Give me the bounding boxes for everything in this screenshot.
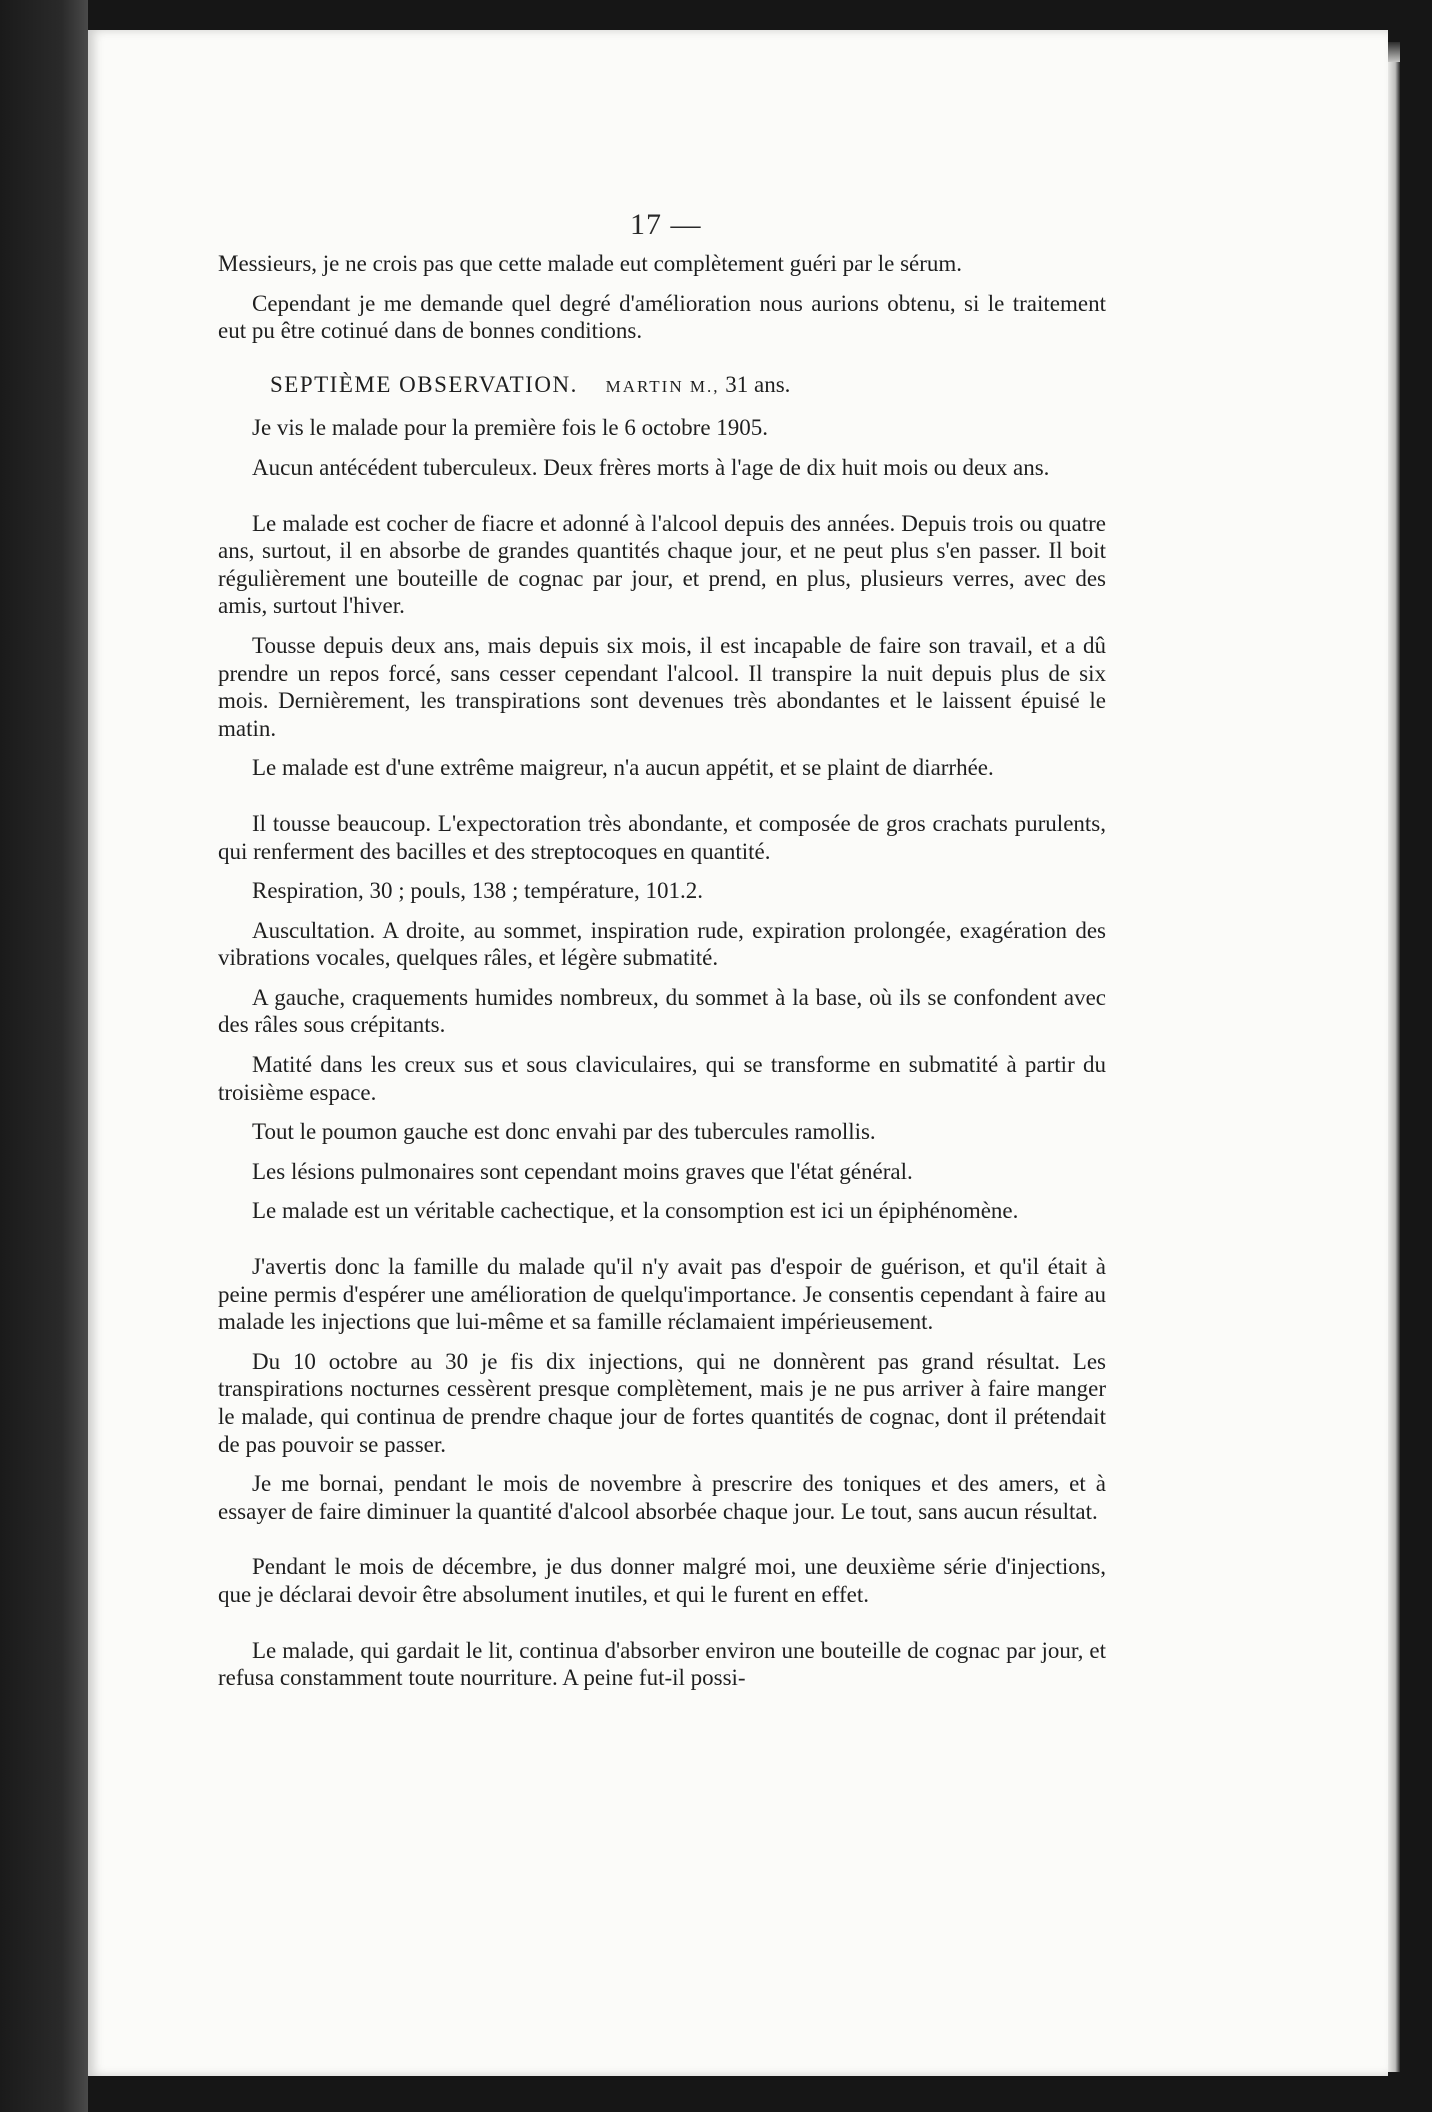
page-stack-right xyxy=(1388,62,1400,2072)
paragraph-11: A gauche, craquements humides nombreux, du sommet à la base, où ils se confondent avec des râles sous crépitants. xyxy=(218,984,1106,1038)
paragraph-19: Pendant le mois de décembre, je dus donner malgré moi, une deuxième série d'injections, que je déclarai devoir être absolument inutiles, et qui le furent en effet. xyxy=(218,1554,1106,1607)
paragraph-7: Le malade est d'une extrême maigreur, n'a aucun appétit, et se plaint de diarrhée. xyxy=(252,755,994,781)
document-body xyxy=(218,250,1106,1704)
paragraph-10: Auscultation. A droite, au sommet, inspiration rude, expiration prolongée, exagération des vibrations vocales, quelques râles, et légère submatité. xyxy=(218,917,1106,971)
paragraph-5: Le malade est cocher de fiacre et adonné à l'alcool depuis des années. Depuis trois ou quatre ans, surtout, il en absorbe de grandes quantités chaque jour, et ne peut plus s'en passer. Il boit régulièrement une bouteille de cognac par jour, et prend, en plus, plusieurs verres, avec des amis, surtout l'hiver. xyxy=(218,510,1106,619)
observation-title: SEPTIÈME OBSERVATION. xyxy=(270,371,578,397)
paragraph-13: Tout le poumon gauche est donc envahi par des tubercules ramollis. xyxy=(252,1119,876,1145)
paragraph-1: Messieurs, je ne crois pas que cette malade eut complètement guéri par le sérum. xyxy=(218,251,963,276)
paragraph-16: J'avertis donc la famille du malade qu'il n'y avait pas d'espoir de guérison, et qu'il était à peine permis d'espérer une amélioration de quelqu'importance. Je consentis cependant à faire au malade les injections que lui-même et sa famille réclamaient impérieusement. xyxy=(218,1254,1106,1335)
page-number: 17 — xyxy=(630,208,702,241)
paragraph-20: Le malade, qui gardait le lit, continua d'absorber environ une bouteille de cognac par jour, et refusa constamment toute nourriture. A peine fut-il possi- xyxy=(218,1637,1106,1691)
binding-edge xyxy=(0,0,88,2112)
paragraph-4: Aucun antécédent tuberculeux. Deux frères morts à l'age de dix huit mois ou deux ans. xyxy=(252,454,1050,480)
paragraph-2: Cependant je me demande quel degré d'amélioration nous aurions obtenu, si le traitement eut pu être cotinué dans de bonnes conditions. xyxy=(218,290,1106,344)
patient-name: MARTIN M., xyxy=(605,376,720,396)
patient-age: 31 ans. xyxy=(725,371,791,397)
paragraph-6: Tousse depuis deux ans, mais depuis six mois, il est incapable de faire son travail, et a dû prendre un repos forcé, sans cesser cependant l'alcool. Il transpire la nuit depuis plus de six mois. Dernièrement, les transpirations sont devenues très abondantes et le laissent épuisé le matin. xyxy=(218,632,1106,741)
paragraph-8: Il tousse beaucoup. L'expectoration très abondante, et composée de gros crachats purulents, qui renferment des bacilles et des streptocoques en quantité. xyxy=(218,810,1106,864)
paragraph-3: Je vis le malade pour la première fois le 6 octobre 1905. xyxy=(252,415,769,441)
paragraph-9: Respiration, 30 ; pouls, 138 ; température, 101.2. xyxy=(252,878,703,904)
paragraph-14: Les lésions pulmonaires sont cependant moins graves que l'état général. xyxy=(252,1158,913,1184)
paragraph-17: Du 10 octobre au 30 je fis dix injections, qui ne donnèrent pas grand résultat. Les transpirations nocturnes cessèrent presque complètement, mais je ne pus arriver à faire manger le malade, qui continua de prendre chaque jour de fortes quantités de cognac, dont il prétendait de pas pouvoir se passer. xyxy=(218,1348,1106,1457)
observation-heading xyxy=(218,371,1106,401)
paragraph-15: Le malade est un véritable cachectique, et la consomption est ici un épiphénomène. xyxy=(252,1198,1019,1224)
paragraph-18: Je me bornai, pendant le mois de novembre à prescrire des toniques et des amers, et à essayer de faire diminuer la quantité d'alcool absorbée chaque jour. Le tout, sans aucun résultat. xyxy=(218,1471,1106,1524)
paragraph-12: Matité dans les creux sus et sous claviculaires, qui se transforme en submatité à partir du troisième espace. xyxy=(218,1052,1106,1105)
